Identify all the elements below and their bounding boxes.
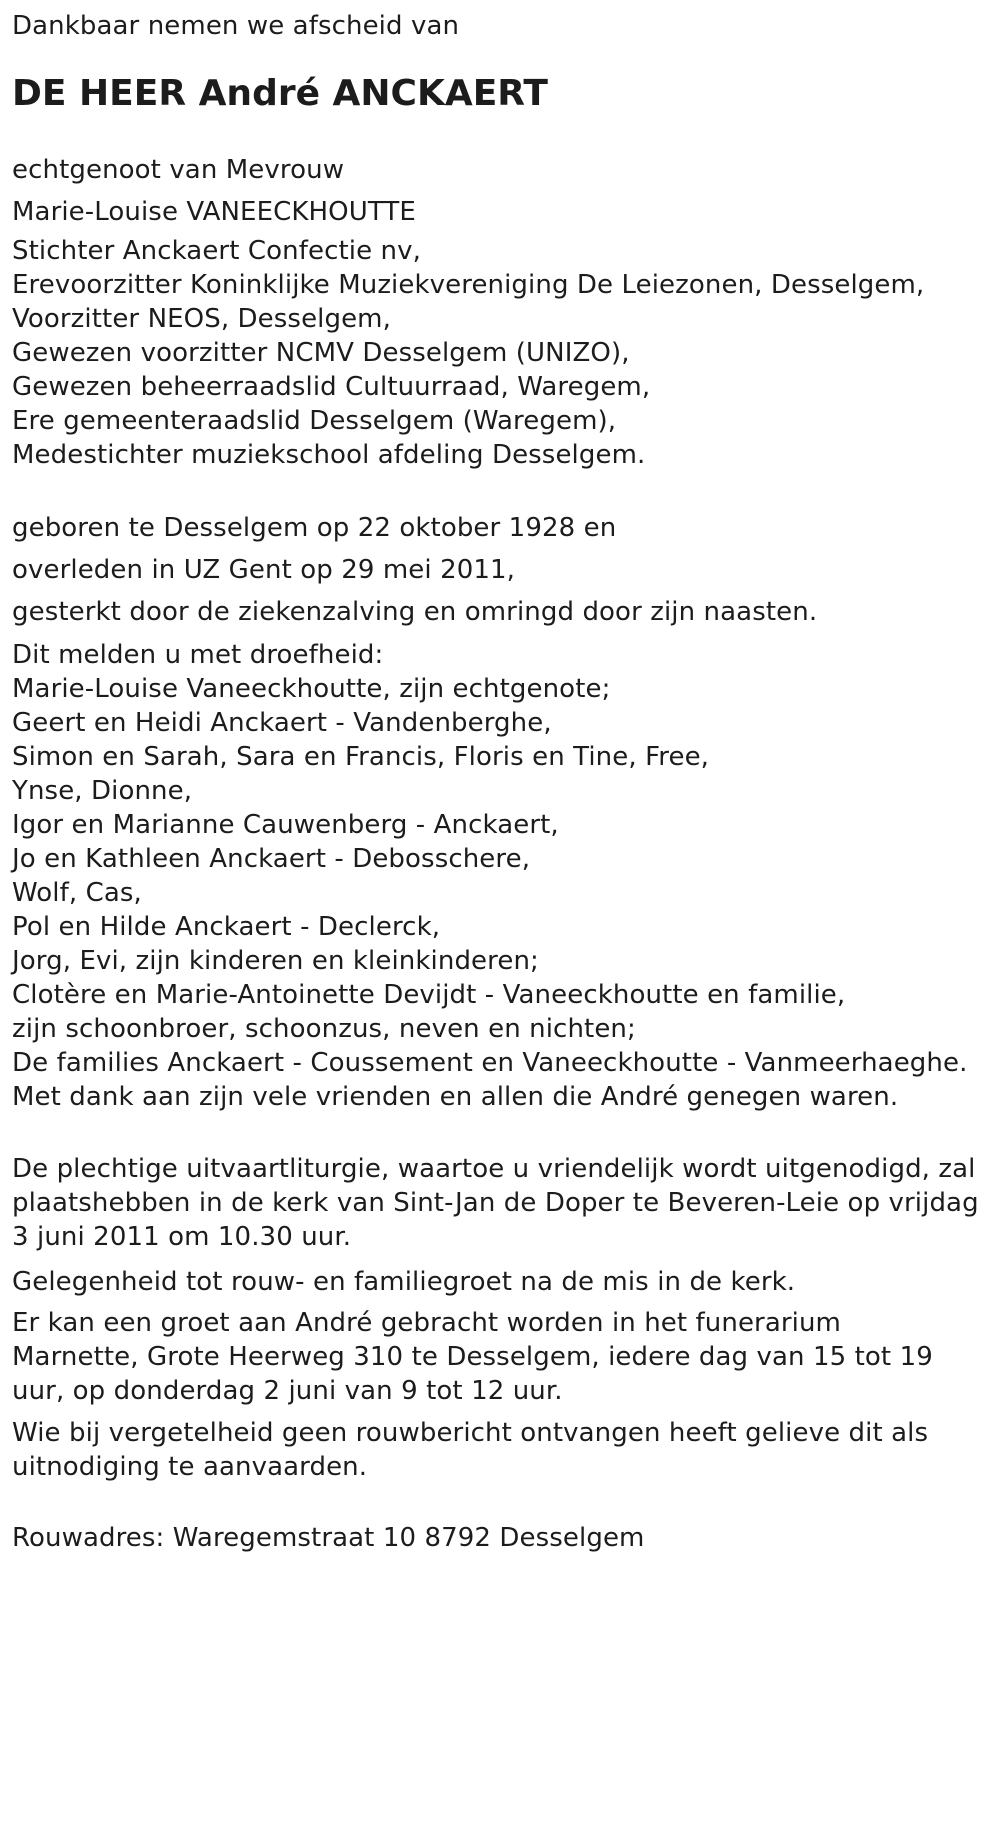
family-line: Jorg, Evi, zijn kinderen en kleinkinderen; — [12, 946, 539, 976]
death-line: overleden in UZ Gent op 29 mei 2011, — [12, 555, 516, 585]
family-line: Geert en Heidi Anckaert - Vandenberghe, — [12, 708, 552, 738]
birth-line: geboren te Desselgem op 22 oktober 1928 en — [12, 513, 617, 543]
role-line: Ere gemeenteraadslid Desselgem (Waregem), — [12, 406, 617, 436]
family-line: Clotère en Marie-Antoinette Devijdt - Vaneeckhoutte en familie, — [12, 980, 846, 1010]
funerarium-line: uur, op donderdag 2 juni van 9 tot 12 uur. — [12, 1376, 563, 1406]
liturgy-line: 3 juni 2011 om 10.30 uur. — [12, 1222, 352, 1252]
spouse-name: Marie-Louise VANEECKHOUTTE — [12, 197, 416, 227]
intro-text: Dankbaar nemen we afscheid van — [12, 11, 460, 41]
family-line: Ynse, Dionne, — [12, 776, 193, 806]
invitation-line: Wie bij vergetelheid geen rouwbericht ontvangen heeft gelieve dit als — [12, 1418, 929, 1448]
funerarium-line: Er kan een groet aan André gebracht worden in het funerarium — [12, 1308, 841, 1338]
family-block — [12, 638, 967, 1114]
role-line: Medestichter muziekschool afdeling Desselgem. — [12, 440, 646, 470]
sacrament-line: gesterkt door de ziekenzalving en omringd door zijn naasten. — [12, 597, 818, 627]
family-line: Wolf, Cas, — [12, 878, 142, 908]
liturgy-line: De plechtige uitvaartliturgie, waartoe u vriendelijk wordt uitgenodigd, zal — [12, 1154, 976, 1184]
role-line: Voorzitter NEOS, Desselgem, — [12, 304, 391, 334]
family-line: Pol en Hilde Anckaert - Declerck, — [12, 912, 441, 942]
family-line: De families Anckaert - Coussement en Vaneeckhoutte - Vanmeerhaeghe. — [12, 1048, 968, 1078]
liturgy-block — [12, 1152, 979, 1254]
family-line: Met dank aan zijn vele vrienden en allen die André genegen waren. — [12, 1082, 899, 1112]
role-line: Erevoorzitter Koninklijke Muziekvereniging De Leiezonen, Desselgem, — [12, 270, 925, 300]
liturgy-line: plaatshebben in de kerk van Sint-Jan de Doper te Beveren-Leie op vrijdag — [12, 1188, 979, 1218]
invitation-line: uitnodiging te aanvaarden. — [12, 1452, 368, 1482]
mourning-address: Rouwadres: Waregemstraat 10 8792 Desselgem — [12, 1523, 645, 1553]
deceased-name: DE HEER André ANCKAERT — [12, 73, 548, 114]
funerarium-line: Marnette, Grote Heerweg 310 te Desselgem, iedere dag van 15 tot 19 — [12, 1342, 933, 1372]
invitation-block — [12, 1416, 928, 1484]
role-line: Stichter Anckaert Confectie nv, — [12, 236, 421, 266]
family-line: Jo en Kathleen Anckaert - Debosschere, — [12, 844, 531, 874]
spouse-line: echtgenoot van Mevrouw — [12, 155, 345, 185]
family-line: Simon en Sarah, Sara en Francis, Floris en Tine, Free, — [12, 742, 710, 772]
family-line: Marie-Louise Vaneeckhoutte, zijn echtgenote; — [12, 674, 611, 704]
family-line: Dit melden u met droefheid: — [12, 640, 384, 670]
family-line: zijn schoonbroer, schoonzus, neven en nichten; — [12, 1014, 636, 1044]
condolence-line: Gelegenheid tot rouw- en familiegroet na de mis in de kerk. — [12, 1267, 796, 1297]
roles-block — [12, 234, 924, 472]
role-line: Gewezen voorzitter NCMV Desselgem (UNIZO), — [12, 338, 630, 368]
role-line: Gewezen beheerraadslid Cultuurraad, Waregem, — [12, 372, 651, 402]
family-line: Igor en Marianne Cauwenberg - Anckaert, — [12, 810, 559, 840]
funerarium-block — [12, 1306, 933, 1408]
